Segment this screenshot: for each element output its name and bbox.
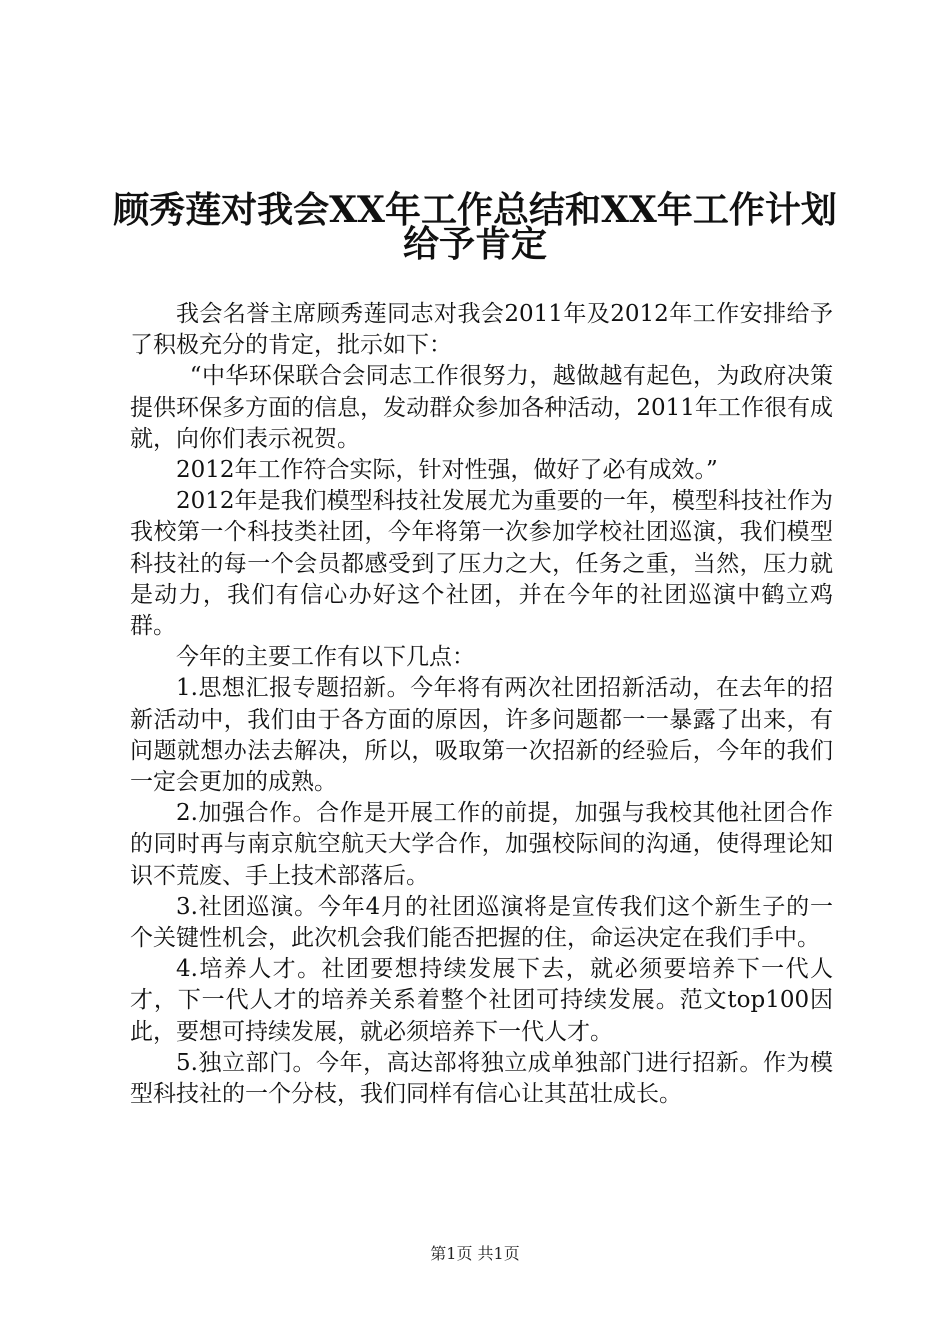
document-title-line-1: 顾秀莲对我会XX年工作总结和XX年工作计划	[113, 189, 837, 231]
paragraph: 5.独立部门。今年，高达部将独立成单独部门进行招新。作为模型科技社的一个分枝，我们同样有信心让其茁壮成长。	[130, 1049, 833, 1108]
document-body	[130, 299, 833, 1110]
page-footer: 第1页 共1页	[430, 1244, 520, 1263]
paragraph: 4.培养人才。社团要想持续发展下去，就必须要培养下一代人才，下一代人才的培养关系着整个社团可持续发展。范文top100因此，要想可持续发展，就必须培养下一代人才。	[130, 956, 833, 1045]
paragraph: 3.社团巡演。今年4月的社团巡演将是宣传我们这个新生子的一个关键性机会，此次机会我们能否把握的住，命运决定在我们手中。	[130, 893, 833, 952]
paragraph: 1.思想汇报专题招新。今年将有两次社团招新活动，在去年的招新活动中，我们由于各方面的原因，许多问题都一一暴露了出来，有问题就想办法去解决，所以，吸取第一次招新的经验后，今年的我们一定会更加的成熟。	[130, 675, 833, 796]
paragraph: 2012年工作符合实际，针对性强，做好了必有成效。”	[176, 457, 718, 484]
paragraph: 我会名誉主席顾秀莲同志对我会2011年及2012年工作安排给予了积极充分的肯定，批示如下：	[130, 301, 833, 359]
paragraph: “中华环保联合会同志工作很努力，越做越有起色，为政府决策提供环保多方面的信息，发动群众参加各种活动，2011年工作很有成就，向你们表示祝贺。	[130, 363, 833, 452]
paragraph: 2.加强合作。合作是开展工作的前提，加强与我校其他社团合作的同时再与南京航空航天大学合作，加强校际间的沟通，使得理论知识不荒废、手上技术部落后。	[130, 800, 833, 889]
document-title-line-2: 给予肯定	[402, 223, 547, 265]
paragraph: 2012年是我们模型科技社发展尤为重要的一年，模型科技社作为我校第一个科技类社团，今年将第一次参加学校社团巡演，我们模型科技社的每一个会员都感受到了压力之大，任务之重，当然，压力就是动力，我们有信心办好这个社团，并在今年的社团巡演中鹤立鸡群。	[130, 488, 833, 640]
paragraph: 今年的主要工作有以下几点：	[176, 644, 475, 671]
